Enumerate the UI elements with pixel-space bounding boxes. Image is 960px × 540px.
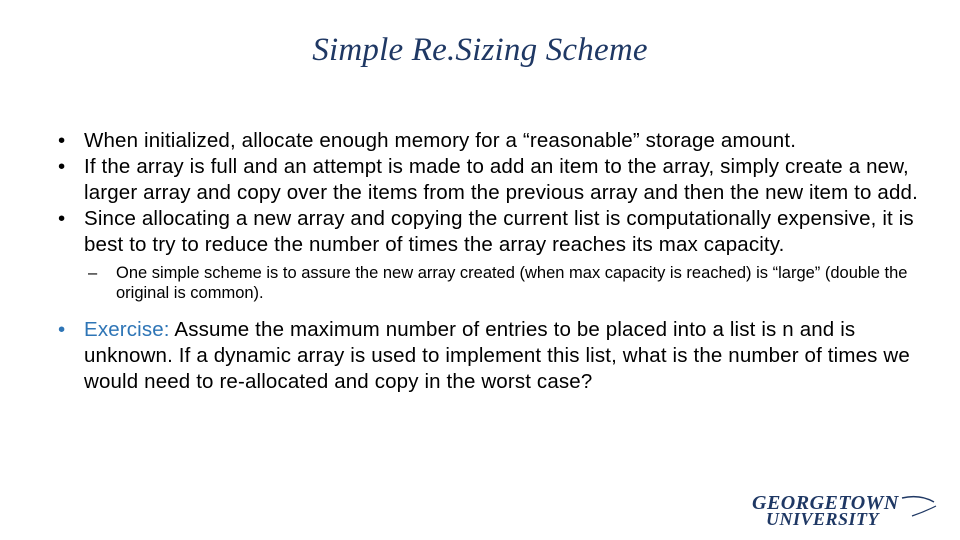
sub-bullet-text: One simple scheme is to assure the new array created (when max capacity is reached) is “large” (double the original is common). [116, 264, 908, 302]
bullet-marker: • [58, 155, 66, 178]
slide-title: Simple Re.Sizing Scheme [312, 32, 648, 68]
georgetown-university-logo [752, 492, 938, 528]
bullet-item [56, 154, 926, 206]
logo-swash-icon [752, 492, 938, 528]
slide-content [56, 128, 926, 395]
exercise-text: Assume the maximum number of entries to be placed into a list is n and is unknown. If a dynamic array is used to implement this list, what is the number of times we would need to re-allocated and copy in the worst case? [84, 318, 910, 393]
bullet-marker: • [58, 207, 66, 230]
logo-line-1: GEORGETOWN [752, 492, 899, 514]
exercise-bullet [56, 317, 926, 395]
bullet-text: If the array is full and an attempt is made to add an item to the array, simply create a new, larger array and copy over the items from the previous array and then the new item to add. [84, 155, 918, 204]
bullet-text: When initialized, allocate enough memory for a “reasonable” storage amount. [84, 129, 797, 152]
bullet-marker: • [58, 318, 66, 341]
bullet-marker: • [58, 129, 66, 152]
logo-line-2: UNIVERSITY [766, 509, 880, 529]
sub-bullet-marker: – [88, 264, 98, 282]
sub-bullet-item [88, 263, 926, 303]
bullet-text: Since allocating a new array and copying the current list is computationally expensive, it is best to try to reduce the number of times the array reaches its max capacity. [84, 207, 914, 256]
bullet-item [56, 206, 926, 258]
bullet-item [56, 128, 926, 154]
exercise-label: Exercise: [84, 318, 170, 341]
